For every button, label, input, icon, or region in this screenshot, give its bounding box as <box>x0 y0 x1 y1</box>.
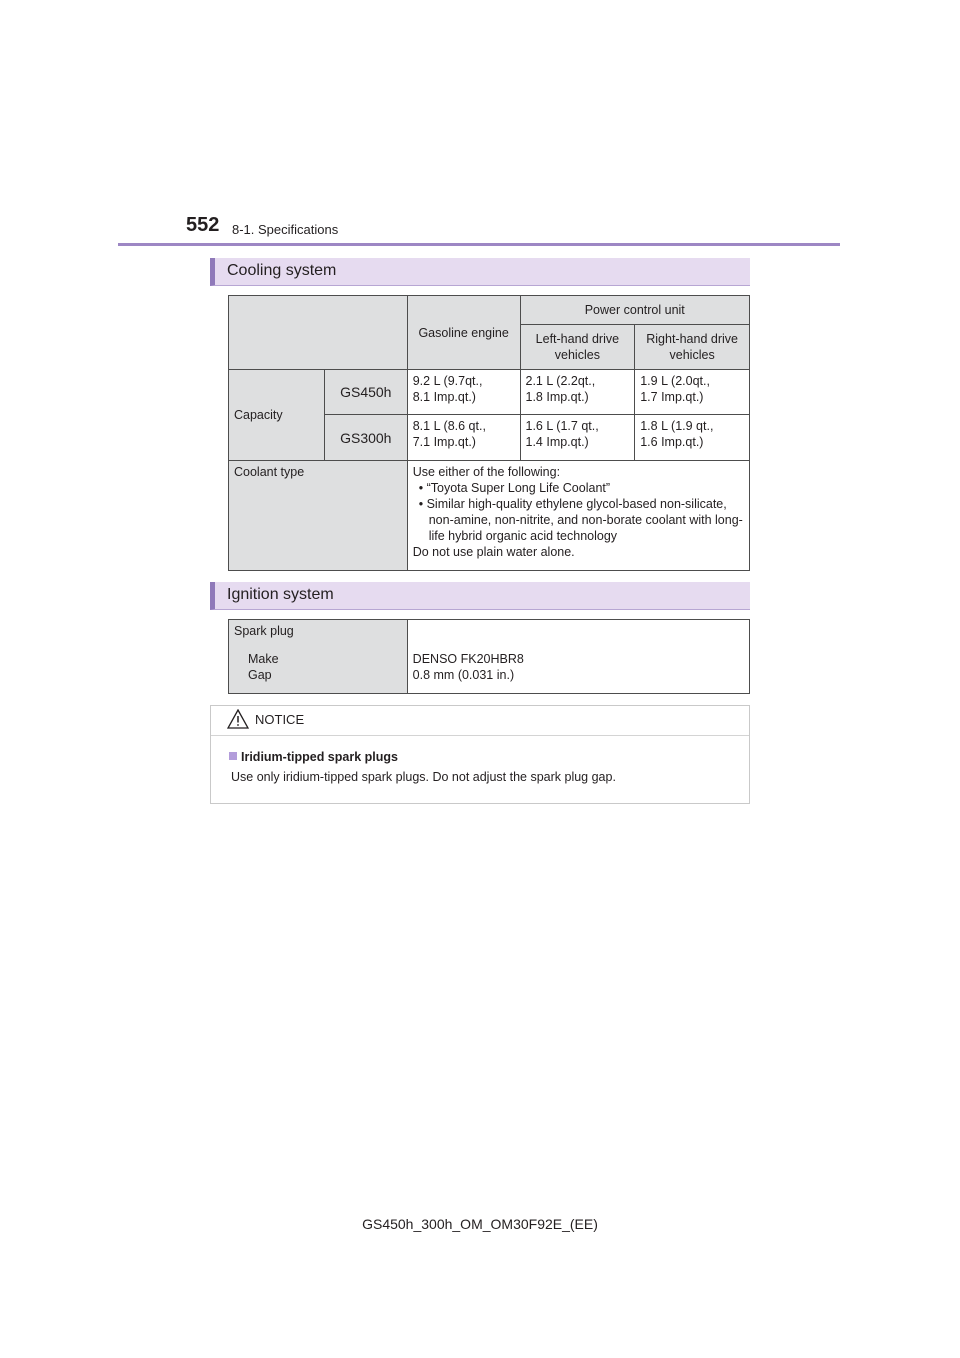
capacity-label: Capacity <box>229 370 325 461</box>
coolant-intro: Use either of the following: <box>412 465 561 479</box>
gap-value: 0.8 mm (0.031 in.) <box>412 668 515 682</box>
coolant-note: Do not use plain water alone. <box>412 545 575 559</box>
make-label: Make <box>248 652 279 666</box>
gs450h-rhd-capacity: 1.9 L (2.0qt., 1.7 Imp.qt.) <box>635 370 750 415</box>
header-power-control-unit: Power control unit <box>520 296 750 325</box>
make-value: DENSO FK20HBR8 <box>412 652 524 666</box>
spark-plug-labels <box>229 620 408 694</box>
model-gs450h: GS450h <box>324 370 407 415</box>
gs300h-gasoline-capacity: 8.1 L (8.6 qt., 7.1 Imp.qt.) <box>407 415 520 461</box>
cooling-spec-table <box>228 295 750 571</box>
gs450h-gasoline-capacity: 9.2 L (9.7qt., 8.1 Imp.qt.) <box>407 370 520 415</box>
header-right-hand-drive: Right-hand drive vehicles <box>635 325 750 370</box>
cooling-system-heading <box>210 258 750 286</box>
notice-item-title: Iridium-tipped spark plugs <box>229 750 398 764</box>
gap-label: Gap <box>248 668 272 682</box>
spark-plug-label: Spark plug <box>234 624 294 638</box>
notice-box <box>210 705 750 804</box>
notice-header <box>211 706 749 736</box>
coolant-option-2: • Similar high-quality ethylene glycol-based non-silicate, non-amine, non-nitrite, and non-borate coolant with long-life hybrid organic acid technology <box>418 497 743 543</box>
spark-plug-values <box>407 620 749 694</box>
cooling-system-title: Cooling system <box>227 262 337 279</box>
header-left-hand-drive: Left-hand drive vehicles <box>520 325 635 370</box>
warning-triangle-icon <box>227 709 249 729</box>
ignition-system-heading <box>210 582 750 610</box>
gs450h-lhd-capacity: 2.1 L (2.2qt., 1.8 Imp.qt.) <box>520 370 635 415</box>
ignition-system-title: Ignition system <box>227 586 334 603</box>
gs300h-lhd-capacity: 1.6 L (1.7 qt., 1.4 Imp.qt.) <box>520 415 635 461</box>
section-reference: 8-1. Specifications <box>232 222 339 237</box>
table-corner-cell <box>229 296 408 370</box>
page-number: 552 <box>186 214 220 236</box>
coolant-option-1: • “Toyota Super Long Life Coolant” <box>418 481 611 495</box>
coolant-type-description <box>407 461 749 571</box>
ignition-spec-table <box>228 619 750 694</box>
gs300h-rhd-capacity: 1.8 L (1.9 qt., 1.6 Imp.qt.) <box>635 415 750 461</box>
document-code: GS450h_300h_OM_OM30F92E_(EE) <box>362 1216 598 1232</box>
notice-title: NOTICE <box>255 712 305 727</box>
square-bullet-icon <box>229 752 237 760</box>
coolant-type-label: Coolant type <box>229 461 408 571</box>
header-divider <box>118 243 840 246</box>
model-gs300h: GS300h <box>324 415 407 461</box>
header-gasoline-engine: Gasoline engine <box>407 296 520 370</box>
notice-item-text: Use only iridium-tipped spark plugs. Do not adjust the spark plug gap. <box>231 770 616 784</box>
